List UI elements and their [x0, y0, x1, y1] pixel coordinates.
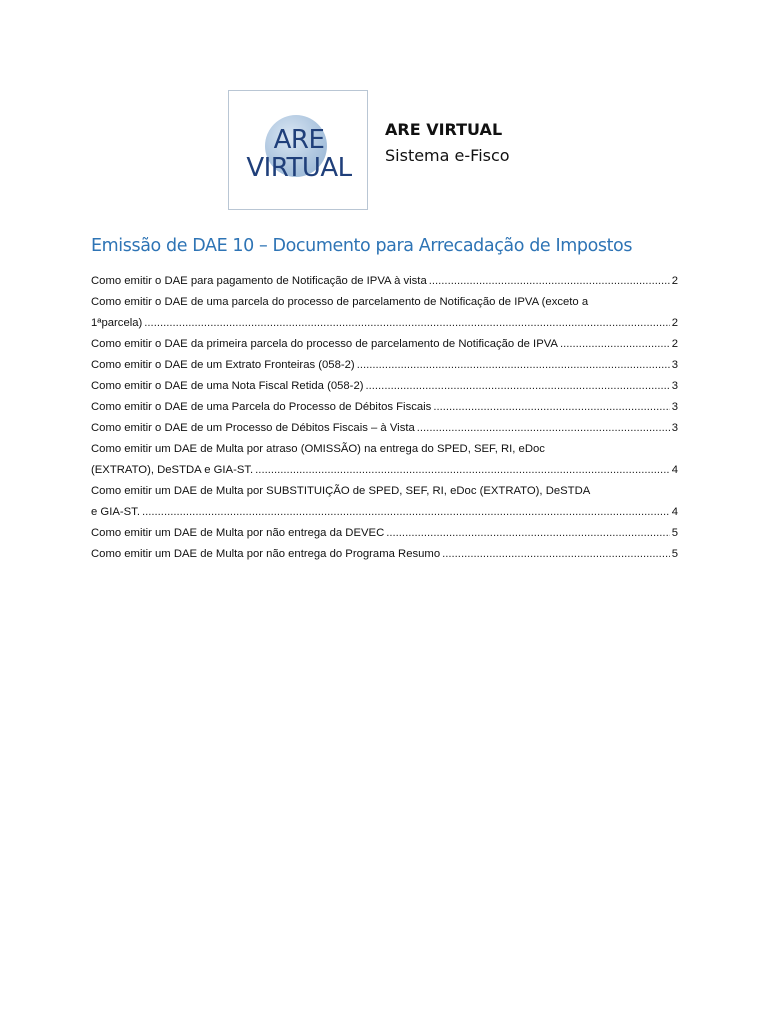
logo-text-line-1: ARE [273, 125, 325, 155]
toc-entry-text: Como emitir um DAE de Multa por não entrega do Programa Resumo [91, 548, 441, 560]
toc-entry-text: Como emitir o DAE da primeira parcela do processo de parcelamento de Notificação de IPVA [91, 338, 558, 350]
toc-entry-text: Como emitir o DAE para pagamento de Notificação de IPVA à vista [91, 275, 427, 287]
toc-entry-6[interactable] [91, 397, 678, 418]
app-title: ARE VIRTUAL [385, 120, 503, 139]
toc-entry-text: e GIA-ST. [91, 506, 140, 518]
toc-page-number: 2 [671, 338, 678, 350]
toc-leader-dots [429, 271, 670, 292]
toc-entry-7[interactable] [91, 418, 678, 439]
toc-page-number: 3 [671, 380, 678, 392]
toc-entry-8-line-2[interactable] [91, 460, 678, 481]
toc-leader-dots [560, 334, 670, 355]
toc-page-number: 2 [671, 275, 678, 287]
toc-leader-dots [365, 376, 669, 397]
toc-entry-1[interactable] [91, 271, 678, 292]
toc-entry-text: Como emitir o DAE de uma Parcela do Processo de Débitos Fiscais [91, 401, 432, 413]
are-virtual-logo [228, 90, 368, 210]
toc-entry-text: Como emitir o DAE de um Extrato Fronteiras (058-2) [91, 359, 355, 371]
toc-leader-dots [386, 523, 669, 544]
document-heading: Emissão de DAE 10 – Documento para Arrecadação de Impostos [91, 236, 633, 256]
toc-entry-text: Como emitir um DAE de Multa por SUBSTITUIÇÃO de SPED, SEF, RI, eDoc (EXTRATO), DeSTDA [91, 485, 591, 497]
toc-page-number: 2 [671, 317, 678, 329]
toc-entry-text: Como emitir um DAE de Multa por atraso (OMISSÃO) na entrega do SPED, SEF, RI, eDoc [91, 443, 545, 455]
toc-entry-11[interactable] [91, 544, 678, 565]
toc-entry-text: Como emitir o DAE de uma parcela do processo de parcelamento de Notificação de IPVA (exceto a [91, 296, 589, 308]
toc-entry-text: (EXTRATO), DeSTDA e GIA-ST. [91, 464, 254, 476]
toc-entry-4[interactable] [91, 355, 678, 376]
table-of-contents [91, 271, 678, 565]
toc-page-number: 5 [671, 548, 678, 560]
toc-page-number: 3 [671, 359, 678, 371]
toc-entry-text: Como emitir um DAE de Multa por não entrega da DEVEC [91, 527, 385, 539]
toc-page-number: 4 [671, 506, 678, 518]
toc-page-number: 3 [671, 422, 678, 434]
toc-page-number: 3 [671, 401, 678, 413]
toc-entry-2-line-1[interactable] [91, 292, 678, 313]
toc-entry-8-line-1[interactable] [91, 439, 678, 460]
toc-entry-9-line-2[interactable] [91, 502, 678, 523]
header-block [228, 90, 558, 212]
toc-leader-dots [142, 502, 670, 523]
app-subtitle: Sistema e-Fisco [385, 146, 510, 165]
toc-entry-2-line-2[interactable] [91, 313, 678, 334]
toc-entry-10[interactable] [91, 523, 678, 544]
toc-entry-text: 1ªparcela) [91, 317, 143, 329]
toc-leader-dots [144, 313, 669, 334]
toc-entry-text: Como emitir o DAE de uma Nota Fiscal Retida (058-2) [91, 380, 364, 392]
toc-leader-dots [255, 460, 670, 481]
logo-text-line-2: VIRTUAL [246, 153, 352, 183]
toc-leader-dots [442, 544, 670, 565]
toc-leader-dots [433, 397, 669, 418]
toc-leader-dots [357, 355, 670, 376]
toc-page-number: 4 [671, 464, 678, 476]
toc-entry-5[interactable] [91, 376, 678, 397]
toc-leader-dots [417, 418, 670, 439]
toc-page-number: 5 [671, 527, 678, 539]
toc-entry-text: Como emitir o DAE de um Processo de Débitos Fiscais – à Vista [91, 422, 415, 434]
toc-entry-9-line-1[interactable] [91, 481, 678, 502]
toc-entry-3[interactable] [91, 334, 678, 355]
